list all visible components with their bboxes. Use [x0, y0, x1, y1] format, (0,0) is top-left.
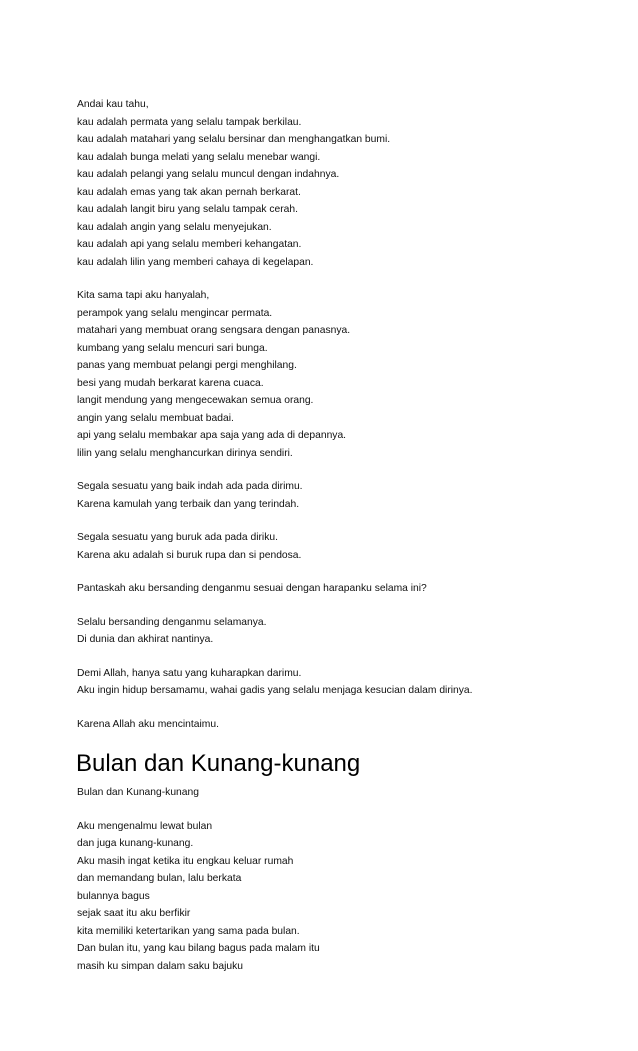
poem-line: matahari yang membuat orang sengsara dengan panasnya. — [77, 325, 351, 336]
stanza — [77, 818, 597, 976]
stanza — [77, 665, 597, 700]
poem-line: Aku mengenalmu lewat bulan — [77, 820, 213, 832]
poem-line: bulannya bagus — [77, 890, 150, 902]
poem-line: Segala sesuatu yang buruk ada pada diriku. — [77, 532, 278, 543]
poem-line: Demi Allah, hanya satu yang kuharapkan darimu. — [77, 667, 302, 679]
poem-line: panas yang membuat pelangi pergi menghilang. — [77, 360, 297, 371]
poem-line: kau adalah matahari yang selalu bersinar dan menghangatkan bumi. — [77, 134, 391, 145]
poem-line: kita memiliki ketertarikan yang sama pada bulan. — [77, 925, 300, 937]
poem-line: Dan bulan itu, yang kau bilang bagus pada malam itu — [77, 943, 320, 954]
poem-line: dan memandang bulan, lalu berkata — [77, 873, 242, 884]
poem-line: Di dunia dan akhirat nantinya. — [77, 634, 214, 645]
stanza — [77, 716, 597, 734]
poem-line: Karena kamulah yang terbaik dan yang terindah. — [77, 498, 300, 510]
stanza — [77, 580, 597, 598]
poem-line: Selalu bersanding denganmu selamanya. — [77, 616, 267, 628]
poem-line: dan juga kunang-kunang. — [77, 838, 194, 849]
poem-2 — [77, 749, 597, 975]
poem-line: kau adalah bunga melati yang selalu menebar wangi. — [77, 151, 321, 163]
poem-heading: Bulan dan Kunang-kunang — [76, 750, 361, 777]
poem-line: kau adalah permata yang selalu tampak berkilau. — [77, 116, 302, 128]
stanza — [77, 614, 597, 649]
stanza — [77, 529, 597, 564]
poem-line: Andai kau tahu, — [77, 99, 149, 110]
document-page — [77, 96, 597, 991]
poem-line: kau adalah pelangi yang selalu muncul dengan indahnya. — [77, 169, 340, 180]
poem-line: Karena aku adalah si buruk rupa dan si pendosa. — [77, 549, 302, 561]
poem-line: kumbang yang selalu mencuri sari bunga. — [77, 342, 268, 354]
poem-line: Pantaskah aku bersanding denganmu sesuai dengan harapanku selama ini? — [77, 583, 427, 594]
poem-line: kau adalah api yang selalu memberi kehangatan. — [77, 239, 302, 250]
poem-line: kau adalah langit biru yang selalu tampak cerah. — [77, 204, 298, 215]
stanza — [77, 96, 597, 271]
poem-line: Aku masih ingat ketika itu engkau keluar rumah — [77, 855, 294, 867]
stanza — [77, 287, 597, 462]
poem-line: kau adalah emas yang tak akan pernah berkarat. — [77, 186, 301, 198]
poem-line: angin yang selalu membuat badai. — [77, 412, 234, 424]
poem-line: Segala sesuatu yang baik indah ada pada dirimu. — [77, 481, 303, 492]
poem-line: sejak saat itu aku berfikir — [77, 908, 191, 919]
stanza — [77, 478, 597, 513]
poem-line: api yang selalu membakar apa saja yang ada di depannya. — [77, 430, 347, 441]
poem-subtitle: Bulan dan Kunang-kunang — [77, 787, 199, 798]
poem-line: kau adalah lilin yang memberi cahaya di kegelapan. — [77, 256, 314, 268]
poem-line: Kita sama tapi aku hanyalah, — [77, 290, 210, 301]
poem-line: Aku ingin hidup bersamamu, wahai gadis yang selalu menjaga kesucian dalam dirinya. — [77, 685, 473, 696]
poem-line: perampok yang selalu mengincar permata. — [77, 307, 273, 319]
poem-line: lilin yang selalu menghancurkan dirinya sendiri. — [77, 447, 293, 459]
poem-line: langit mendung yang mengecewakan semua orang. — [77, 395, 314, 406]
poem-1 — [77, 96, 597, 733]
poem-line: kau adalah angin yang selalu menyejukan. — [77, 221, 272, 233]
poem-line: masih ku simpan dalam saku bajuku — [77, 960, 243, 972]
poem-line: besi yang mudah berkarat karena cuaca. — [77, 377, 264, 389]
poem-line: Karena Allah aku mencintaimu. — [77, 718, 219, 730]
